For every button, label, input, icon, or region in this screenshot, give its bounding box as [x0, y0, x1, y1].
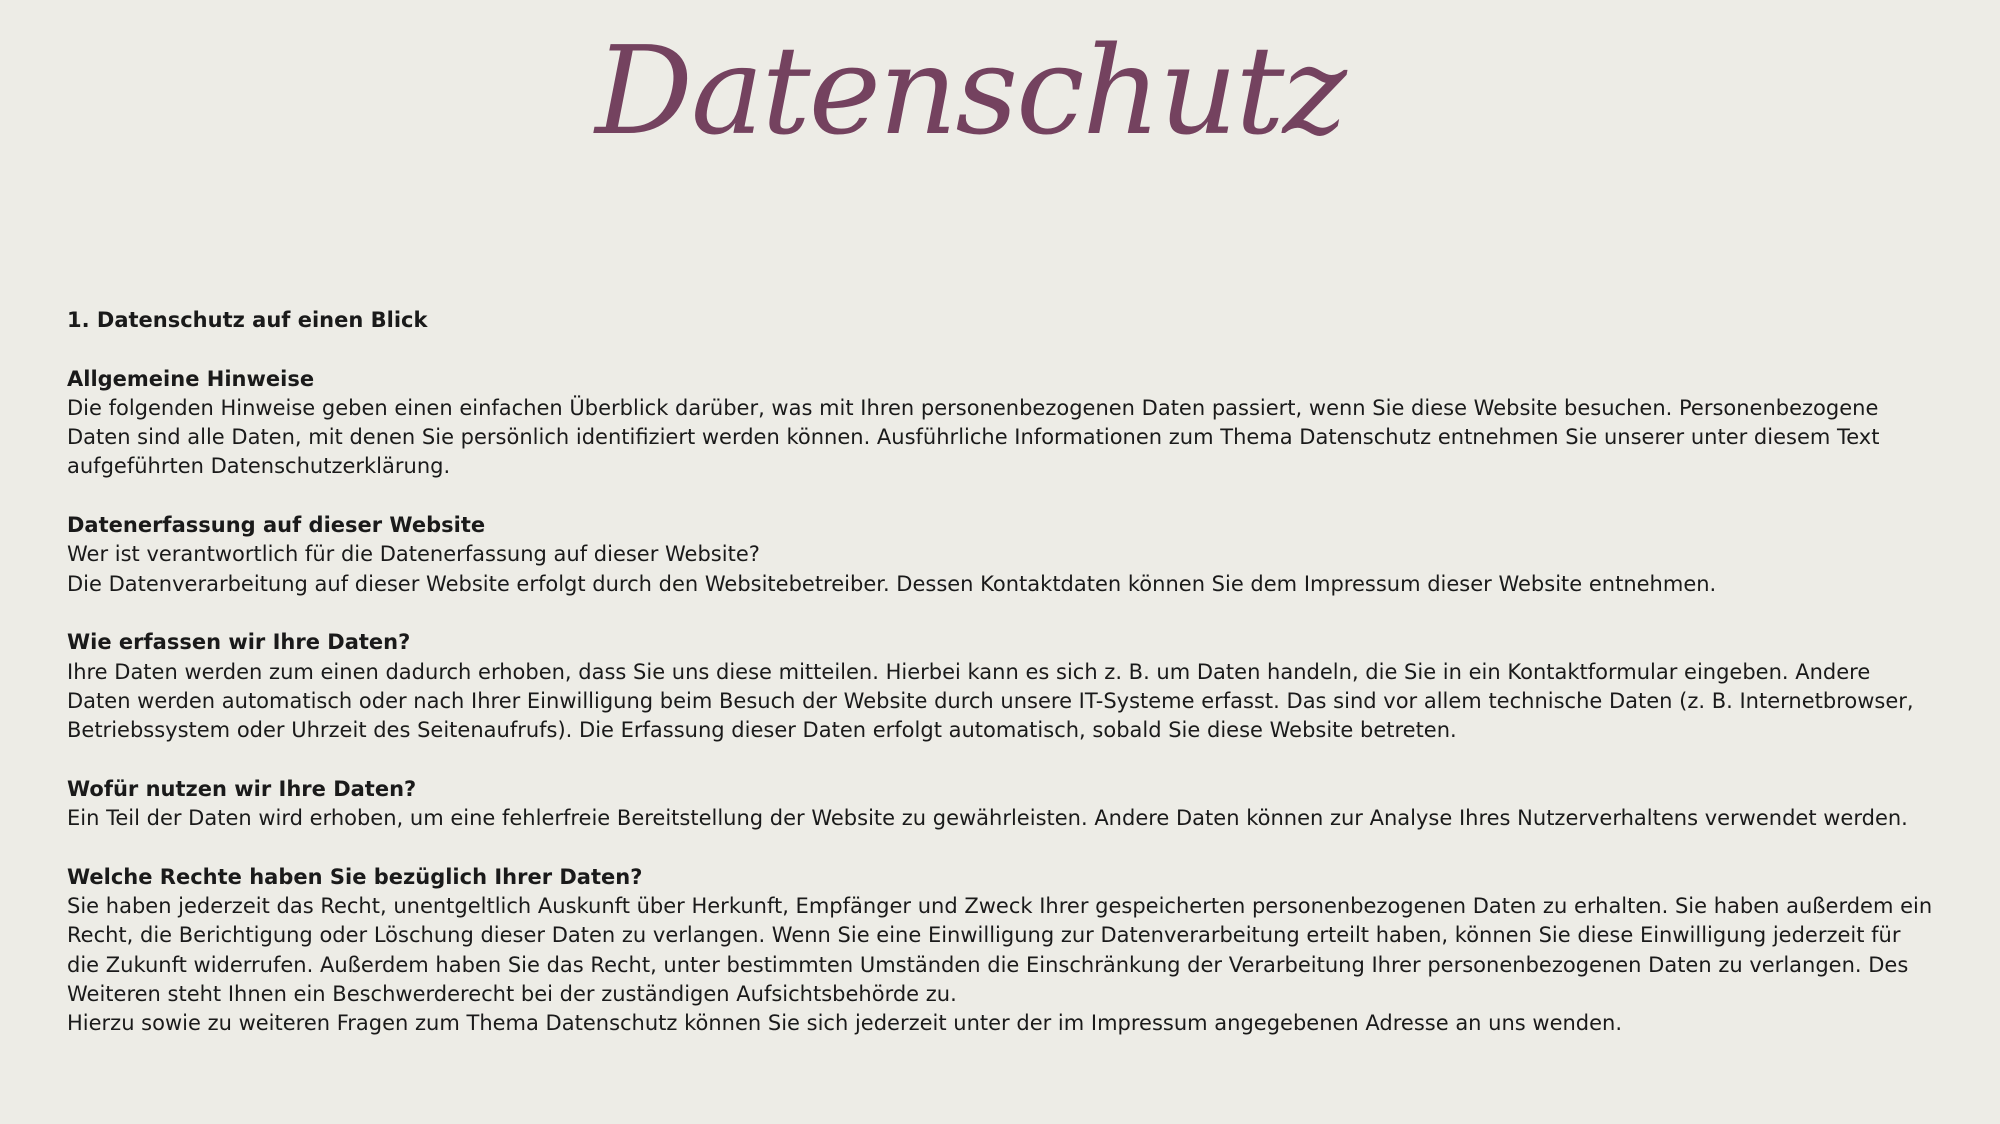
section-data-usage	[67, 775, 1937, 834]
privacy-content	[67, 306, 1937, 1068]
section-data-collection	[67, 511, 1937, 599]
section-paragraph: Hierzu sowie zu weiteren Fragen zum Thema Datenschutz können Sie sich jederzeit unter der im Impressum angegebenen Adresse an uns wenden.	[67, 1011, 1623, 1036]
section-rights	[67, 863, 1937, 1039]
section-paragraph: Ihre Daten werden zum einen dadurch erhoben, dass Sie uns diese mitteilen. Hierbei kann es sich z. B. um Daten handeln, die Sie in ein Kontaktformular eingeben. Andere Daten werden automatisch oder nach Ihrer Einwilligung beim Besuch der Website durch unsere IT-Systeme erfasst. Das sind vor allem technische Daten (z. B. Internetbrowser, Betriebssystem oder Uhrzeit des Seitenaufrufs). Die Erfassung dieser Daten erfolgt automatisch, sobald Sie diese Website betreten.	[67, 659, 1914, 743]
section-paragraph: Die folgenden Hinweise geben einen einfachen Überblick darüber, was mit Ihren personenbezogenen Daten passiert, wenn Sie diese Website besuchen. Personenbezogene Daten sind alle Daten, mit denen Sie persönlich identifiziert werden können. Ausführliche Informationen zum Thema Datenschutz entnehmen Sie unserer unter diesem Text aufgeführten Datenschutzerklärung.	[67, 395, 1880, 479]
section-heading: Wie erfassen wir Ihre Daten?	[67, 630, 411, 655]
section-heading: Welche Rechte haben Sie bezüglich Ihrer Daten?	[67, 864, 643, 889]
section-heading: Allgemeine Hinweise	[67, 366, 315, 391]
section-paragraph: Ein Teil der Daten wird erhoben, um eine fehlerfreie Bereitstellung der Website zu gewährleisten. Andere Daten können zur Analyse Ihres Nutzerverhaltens verwendet werden.	[67, 806, 1908, 831]
section-how-collected	[67, 628, 1937, 745]
section-heading: Wofür nutzen wir Ihre Daten?	[67, 776, 417, 801]
section-general-notes	[67, 365, 1937, 482]
section-paragraph: Die Datenverarbeitung auf dieser Website erfolgt durch den Websitebetreiber. Dessen Kontaktdaten können Sie dem Impressum dieser Website entnehmen.	[67, 571, 1717, 596]
page-title: Datenschutz	[595, 20, 1345, 162]
section-heading: Datenerfassung auf dieser Website	[67, 513, 486, 538]
section-overview	[67, 306, 1937, 335]
section-heading: 1. Datenschutz auf einen Blick	[67, 308, 428, 332]
section-paragraph: Sie haben jederzeit das Recht, unentgeltlich Auskunft über Herkunft, Empfänger und Zweck Ihrer gespeicherten personenbezogenen Daten zu erhalten. Sie haben außerdem ein Recht, die Berichtigung oder Löschung dieser Daten zu verlangen. Wenn Sie eine Einwilligung zur Datenverarbeitung erteilt haben, können Sie diese Einwilligung jederzeit für die Zukunft widerrufen. Außerdem haben Sie das Recht, unter bestimmten Umständen die Einschränkung der Verarbeitung Ihrer personenbezogenen Daten zu verlangen. Des Weiteren steht Ihnen ein Beschwerderecht bei der zuständigen Aufsichtsbehörde zu.	[67, 893, 1933, 1006]
section-paragraph: Wer ist verantwortlich für die Datenerfassung auf dieser Website?	[67, 542, 760, 567]
